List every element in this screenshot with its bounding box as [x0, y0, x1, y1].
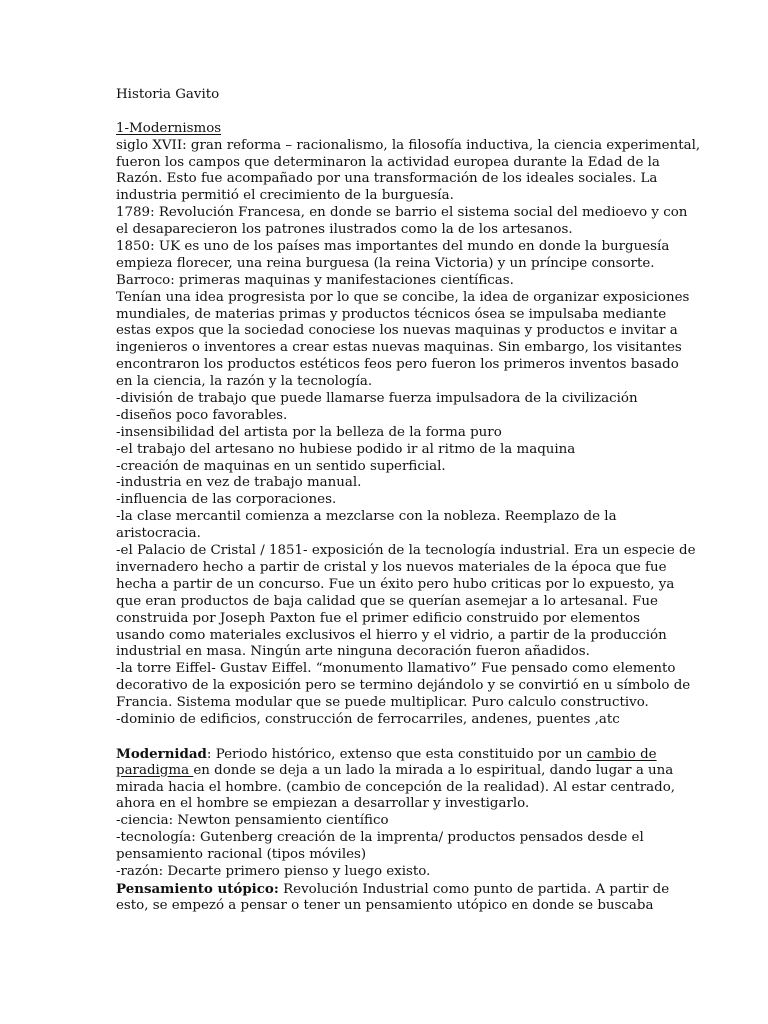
- text-line: que eran productos de baja calidad que se querían asemejar a lo artesanal. Fue: [116, 593, 658, 609]
- text-line: esto, se empezó a pensar o tener un pensamiento utópico en donde se buscaba: [116, 897, 654, 913]
- text-line: -razón: Decarte primero pienso y luego existo.: [116, 863, 431, 879]
- blank-line: [116, 729, 676, 746]
- text-line: industria permitió el crecimiento de la burguesía.: [116, 188, 454, 204]
- modernidad-text: en donde se deja a un lado la mirada a lo espiritual, dando lugar a una: [193, 762, 674, 778]
- modernidad-term: Modernidad: [116, 745, 207, 762]
- pensamiento-term: Pensamiento utópico:: [116, 880, 279, 897]
- text-line: -división de trabajo que puede llamarse fuerza impulsadora de la civilización: [116, 391, 638, 407]
- text-line: Francia. Sistema modular que se puede multiplicar. Puro calculo constructivo.: [116, 695, 649, 711]
- modernidad-line-1: [116, 746, 676, 763]
- text-line: Barroco: primeras maquinas y manifestaciones científicas.: [116, 272, 514, 288]
- modernidad-line-2: [116, 763, 676, 780]
- text-line: industrial en masa. Ningún arte ninguna decoración fueron añadidos.: [116, 644, 590, 660]
- modernidad-text: : Periodo histórico, extenso que esta constituido por un: [206, 746, 587, 762]
- blank-line: [116, 104, 676, 121]
- text-line: empieza florecer, una reina burguesa (la reina Victoria) y un príncipe consorte.: [116, 255, 655, 271]
- document-body: [116, 87, 701, 915]
- modernismos-paragraph: [116, 137, 701, 729]
- text-line: aristocracia.: [116, 526, 201, 542]
- text-line: encontraron los productos estéticos feos pero fueron los primeros inventos basado: [116, 357, 679, 373]
- text-line: invernadero hecho a partir de cristal y los nuevos materiales de la época que fue: [116, 559, 667, 575]
- pensamiento-text: Revolución Industrial como punto de partida. A partir de: [278, 881, 670, 897]
- text-line: decorativo de la exposición pero se termino dejándolo y se convirtió en u símbolo de: [116, 678, 691, 694]
- text-line: usando como materiales exclusivos el hierro y el vidrio, a partir de la producción: [116, 627, 667, 643]
- text-line: en la ciencia, la razón y la tecnología.: [116, 374, 373, 390]
- paradigm-underlined-1: cambio de: [586, 746, 657, 762]
- text-line: pensamiento racional (tipos móviles): [116, 847, 367, 863]
- text-line: -insensibilidad del artista por la belleza de la forma puro: [116, 424, 502, 440]
- text-line: 1789: Revolución Francesa, en donde se barrio el sistema social del medioevo y con: [116, 205, 688, 221]
- text-line: mirada hacia el hombre. (cambio de concepción de la realidad). Al estar centrado,: [116, 779, 676, 795]
- text-line: siglo XVII: gran reforma – racionalismo, la filosofía inductiva, la ciencia experimental,: [116, 137, 701, 153]
- text-line: el desaparecieron los patrones ilustrados como la de los artesanos.: [116, 222, 573, 238]
- text-line: ingenieros o inventores a crear estas nuevas maquinas. Sin embargo, los visitantes: [116, 340, 682, 356]
- text-line: -la clase mercantil comienza a mezclarse con la nobleza. Reemplazo de la: [116, 509, 617, 525]
- text-line: Tenían una idea progresista por lo que se concibe, la idea de organizar exposiciones: [116, 289, 690, 305]
- text-line: hecha a partir de un concurso. Fue un éxito pero hubo criticas por lo expuesto, ya: [116, 576, 675, 592]
- text-line: construida por Joseph Paxton fue el primer edificio construido por elementos: [116, 610, 640, 626]
- text-line: -industria en vez de trabajo manual.: [116, 475, 362, 491]
- text-line: -creación de maquinas en un sentido superficial.: [116, 458, 446, 474]
- document-title: Historia Gavito: [116, 87, 220, 102]
- text-line: -la torre Eiffel- Gustav Eiffel. “monumento llamativo” Fue pensado como elemento: [116, 661, 676, 677]
- section-heading: 1-Modernismos: [116, 120, 222, 136]
- text-line: -el Palacio de Cristal / 1851- exposición de la tecnología industrial. Era un especie de: [116, 543, 696, 559]
- paradigm-underlined-2: paradigma: [116, 762, 194, 778]
- pensamiento-paragraph: [116, 898, 676, 915]
- text-line: -ciencia: Newton pensamiento científico: [116, 813, 389, 829]
- text-line: -tecnología: Gutenberg creación de la imprenta/ productos pensados desde el: [116, 830, 644, 846]
- text-line: -dominio de edificios, construcción de ferrocarriles, andenes, puentes ,atc: [116, 711, 620, 727]
- pensamiento-line-1: [116, 881, 676, 898]
- text-line: mundiales, de materias primas y productos técnicos ósea se impulsaba mediante: [116, 306, 667, 322]
- text-line: -el trabajo del artesano no hubiese podido ir al ritmo de la maquina: [116, 441, 576, 457]
- text-line: estas expos que la sociedad conociese los nuevas maquinas y productos e invitar a: [116, 323, 678, 339]
- text-line: -diseños poco favorables.: [116, 407, 288, 423]
- text-line: 1850: UK es uno de los países mas importantes del mundo en donde la burguesía: [116, 239, 670, 255]
- text-line: fueron los campos que determinaron la actividad europea durante la Edad de la: [116, 154, 660, 170]
- text-line: ahora en el hombre se empiezan a desarrollar y investigarlo.: [116, 796, 530, 812]
- text-line: -influencia de las corporaciones.: [116, 492, 337, 508]
- modernidad-paragraph: [116, 780, 676, 881]
- text-line: Razón. Esto fue acompañado por una transformación de los ideales sociales. La: [116, 171, 658, 187]
